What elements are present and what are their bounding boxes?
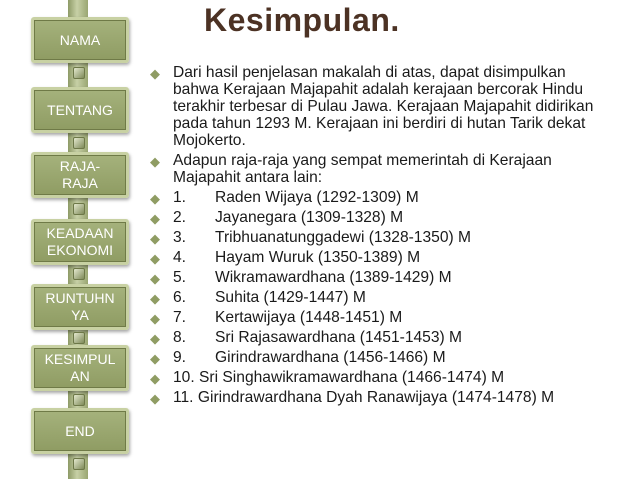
king-number: 9.: [173, 349, 187, 366]
king-number: 2.: [173, 209, 187, 226]
nav-button-label: NAMA: [59, 31, 101, 48]
king-item: [148, 369, 608, 386]
king-name: Wikramawardhana (1389-1429) M: [215, 269, 452, 286]
list-item: [148, 152, 608, 186]
list-item: [148, 64, 608, 149]
diamond-bullet-icon: ◆: [150, 154, 160, 169]
rail-stud-icon: [73, 203, 85, 215]
diamond-bullet-icon: ◆: [150, 66, 160, 81]
nav-button-label: RAJA- RAJA: [59, 158, 101, 191]
rail-stud-icon: [73, 67, 85, 79]
king-number: 5.: [173, 269, 187, 286]
king-name: Tribhuanatunggadewi (1328-1350) M: [215, 229, 472, 246]
king-number: 1.: [173, 189, 187, 206]
king-number: 6.: [173, 289, 187, 306]
king-number: 8.: [173, 329, 187, 346]
king-name: Girindrawardhana (1456-1466) M: [215, 349, 446, 366]
king-item: [148, 249, 608, 266]
king-number: 3.: [173, 229, 187, 246]
diamond-bullet-icon: ◆: [150, 351, 160, 366]
king-name: Sri Rajasawardhana (1451-1453) M: [215, 329, 463, 346]
king-name: Kertawijaya (1448-1451) M: [215, 309, 403, 326]
rail-stud-icon: [73, 332, 85, 344]
nav-button-label: KESIMPUL AN: [44, 351, 116, 384]
king-number: 7.: [173, 309, 187, 326]
nav-button-label: KEADAAN EKONOMI: [46, 225, 114, 258]
king-item: [148, 289, 608, 306]
rail-stud-icon: [73, 268, 85, 280]
king-item: [148, 189, 608, 206]
nav-button-label: END: [65, 422, 95, 439]
king-item: [148, 229, 608, 246]
paragraph-text: Dari hasil penjelasan makalah di atas, dapat disimpulkan bahwa Kerajaan Majapahit adalah kerajaan bercorak Hindu terakhir terbesar di Pulau Jawa. Kerajaan Majapahit didirikan pada tahun 1293 M. Kerajaan ini berdiri di hutan Tarik dekat Mojokerto.: [173, 64, 594, 149]
nav-button-label: TENTANG: [47, 101, 113, 118]
paragraph-text: Adapun raja-raja yang sempat memerintah di Kerajaan Majapahit antara lain:: [173, 152, 552, 186]
conclusion-list: [148, 64, 608, 409]
king-name: Hayam Wuruk (1350-1389) M: [215, 249, 421, 266]
king-item: [148, 329, 608, 346]
nav-button-nama[interactable]: [31, 17, 129, 63]
king-name: Raden Wijaya (1292-1309) M: [215, 189, 419, 206]
rail-stud-icon: [73, 137, 85, 149]
diamond-bullet-icon: ◆: [150, 231, 160, 246]
rail-stud-icon: [73, 394, 85, 406]
king-number: 4.: [173, 249, 187, 266]
slide-title: Kesimpulan.: [204, 2, 400, 38]
diamond-bullet-icon: ◆: [150, 371, 160, 386]
rail-stud-icon: [73, 458, 85, 470]
nav-button-label: RUNTUHN YA: [45, 290, 115, 323]
king-item: [148, 269, 608, 286]
king-entry-text: 10. Sri Singhawikramawardhana (1466-1474) M: [173, 369, 505, 386]
king-name: Jayanegara (1309-1328) M: [215, 209, 404, 226]
king-item: [148, 349, 608, 366]
diamond-bullet-icon: ◆: [150, 391, 160, 406]
diamond-bullet-icon: ◆: [150, 331, 160, 346]
diamond-bullet-icon: ◆: [150, 211, 160, 226]
diamond-bullet-icon: ◆: [150, 271, 160, 286]
diamond-bullet-icon: ◆: [150, 291, 160, 306]
nav-button-kesimpulan[interactable]: [31, 345, 129, 391]
nav-button-runtuhnya[interactable]: [31, 284, 129, 330]
diamond-bullet-icon: ◆: [150, 191, 160, 206]
king-entry-text: 11. Girindrawardhana Dyah Ranawijaya (1474-1478) M: [173, 389, 555, 406]
nav-button-raja-raja[interactable]: [31, 152, 129, 198]
diamond-bullet-icon: ◆: [150, 311, 160, 326]
king-item: [148, 209, 608, 226]
diamond-bullet-icon: ◆: [150, 251, 160, 266]
king-item: [148, 389, 608, 406]
king-name: Suhita (1429-1447) M: [215, 289, 366, 306]
nav-button-tentang[interactable]: [31, 87, 129, 133]
king-item: [148, 309, 608, 326]
nav-button-keadaan-ekonomi[interactable]: [31, 219, 129, 265]
nav-button-end[interactable]: [31, 408, 129, 454]
